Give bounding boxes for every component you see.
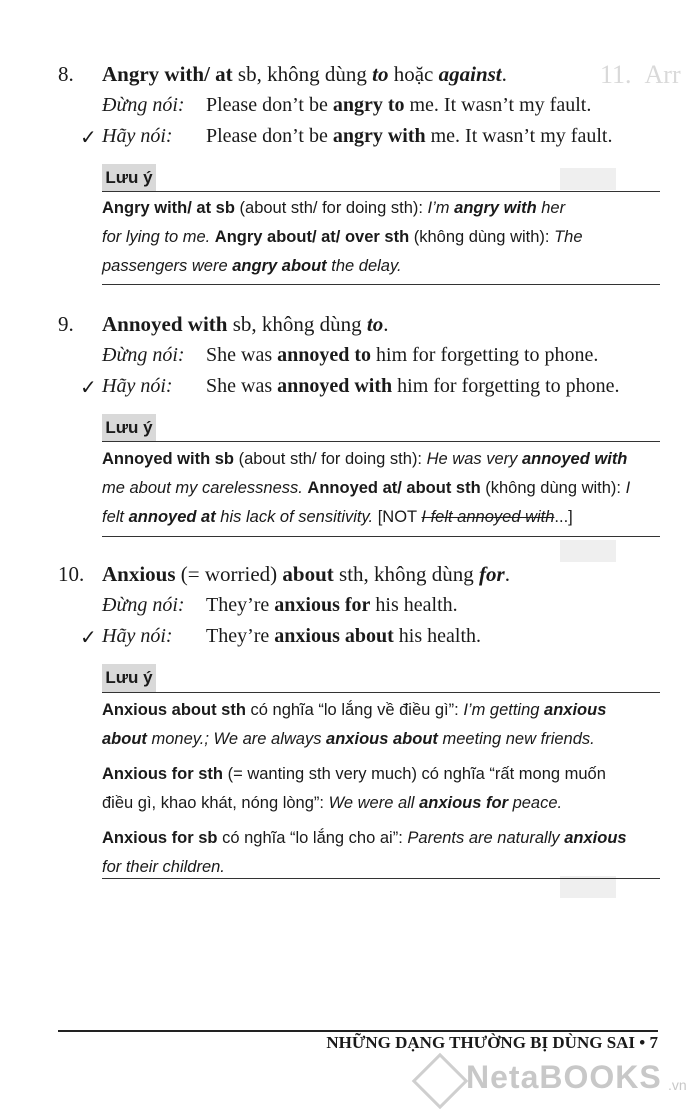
heading-text: sb, không dùng — [232, 62, 373, 86]
bleed-through-text: 11. Arr — [600, 60, 681, 89]
note-line: for lying to me. Angry about/ at/ over sth (không dùng with): The — [102, 228, 583, 246]
do-say-label: Hãy nói: — [102, 125, 173, 147]
entry-number: 8. — [58, 62, 74, 86]
dont-say-label: Đừng nói: — [102, 94, 185, 116]
sentence-highlight: annoyed with — [277, 375, 393, 397]
watermark-logo-icon — [412, 1053, 469, 1109]
note-bottom-rule — [102, 284, 660, 285]
example-sentence — [206, 344, 598, 367]
entry-number: 10. — [58, 562, 85, 586]
note-body — [102, 194, 662, 281]
sentence-text: She was — [206, 375, 278, 397]
note-label: Lưu ý — [102, 414, 156, 442]
note-top-rule — [102, 441, 660, 442]
check-icon: ✓ — [80, 377, 97, 399]
check-icon: ✓ — [80, 127, 97, 149]
note-line: me about my carelessness. Annoyed at/ about sth (không dùng with): I — [102, 479, 631, 497]
example-sentence — [206, 625, 481, 648]
note-line: about money.; We are always anxious about meeting new friends. — [102, 730, 595, 748]
note-line: Angry with/ at sb (about sth/ for doing sth): I’m angry with her — [102, 199, 566, 217]
note-line: for their children. — [102, 858, 225, 876]
heading-term: Anxious — [102, 562, 176, 586]
sentence-highlight: anxious about — [274, 625, 394, 647]
entry-heading — [58, 312, 388, 337]
sentence-text: his health. — [393, 625, 482, 647]
example-sentence — [206, 375, 620, 398]
do-say-label: Hãy nói: — [102, 625, 173, 647]
entry-10 — [58, 562, 660, 884]
note-line: Anxious for sb có nghĩa “lo lắng cho ai”: Parents are naturally anxious — [102, 829, 627, 847]
entry-heading — [58, 562, 510, 587]
note-bottom-rule — [102, 536, 660, 537]
note-line: felt annoyed at his lack of sensitivity. [NOT I felt annoyed with...] — [102, 508, 573, 526]
sentence-text: his health. — [370, 594, 458, 616]
heading-term: Annoyed with — [102, 312, 228, 336]
sentence-text: me. It wasn’t my fault. — [404, 94, 592, 116]
heading-term: for — [479, 562, 505, 586]
note-label: Lưu ý — [102, 164, 156, 192]
sentence-text: She was — [206, 344, 278, 366]
sentence-text: Please don’t be — [206, 125, 333, 147]
watermark-brand: NetaBOOKS — [466, 1059, 662, 1095]
entry-8 — [58, 62, 660, 292]
note-line: Anxious for sth (= wanting sth very much) có nghĩa “rất mong muốn — [102, 765, 606, 783]
note-body — [102, 445, 662, 532]
note-label: Lưu ý — [102, 664, 156, 692]
watermark-domain: .vn — [668, 1077, 687, 1093]
dont-say-label: Đừng nói: — [102, 594, 185, 616]
note-bottom-rule — [102, 878, 660, 879]
sentence-highlight: anxious for — [274, 594, 371, 616]
entry-number: 9. — [58, 312, 74, 336]
note-top-rule — [102, 191, 660, 192]
dont-say-label: Đừng nói: — [102, 344, 185, 366]
sentence-text: They’re — [206, 625, 275, 647]
sentence-text: me. It wasn’t my fault. — [425, 125, 613, 147]
sentence-text: him for forgetting to phone. — [392, 375, 620, 397]
heading-term: against — [438, 62, 502, 86]
heading-term: Angry with/ at — [102, 62, 233, 86]
entry-heading — [58, 62, 507, 87]
note-line: passengers were angry about the delay. — [102, 257, 402, 275]
sentence-highlight: annoyed to — [277, 344, 372, 366]
note-line: Anxious about sth có nghĩa “lo lắng về điều gì”: I’m getting anxious — [102, 701, 607, 719]
heading-text: sth, không dùng — [333, 562, 480, 586]
heading-text: sb, không dùng — [227, 312, 367, 336]
heading-text: . — [504, 562, 510, 586]
sentence-text: They’re — [206, 594, 275, 616]
heading-text: (= worried) — [175, 562, 283, 586]
page-footer: NHỮNG DẠNG THƯỜNG BỊ DÙNG SAI • 7 — [326, 1033, 658, 1052]
entry-9 — [58, 312, 660, 548]
watermark — [420, 1055, 700, 1101]
heading-term: about — [282, 562, 334, 586]
footer-rule — [58, 1030, 658, 1032]
heading-text: . — [383, 312, 389, 336]
sentence-highlight: angry to — [332, 94, 405, 116]
check-icon: ✓ — [80, 627, 97, 649]
sentence-text: him for forgetting to phone. — [371, 344, 599, 366]
sentence-text: Please don’t be — [206, 94, 333, 116]
heading-term: to — [366, 312, 384, 336]
sentence-highlight: angry with — [332, 125, 426, 147]
note-top-rule — [102, 692, 660, 693]
heading-text: hoặc — [388, 62, 439, 86]
note-body — [102, 696, 662, 882]
note-line: Annoyed with sb (about sth/ for doing sth): He was very annoyed with — [102, 450, 628, 468]
heading-term: to — [372, 62, 389, 86]
example-sentence — [206, 594, 458, 617]
example-sentence — [206, 125, 612, 148]
note-line: điều gì, khao khát, nóng lòng”: We were all anxious for peace. — [102, 794, 563, 812]
example-sentence — [206, 94, 591, 117]
do-say-label: Hãy nói: — [102, 375, 173, 397]
heading-text: . — [501, 62, 507, 86]
